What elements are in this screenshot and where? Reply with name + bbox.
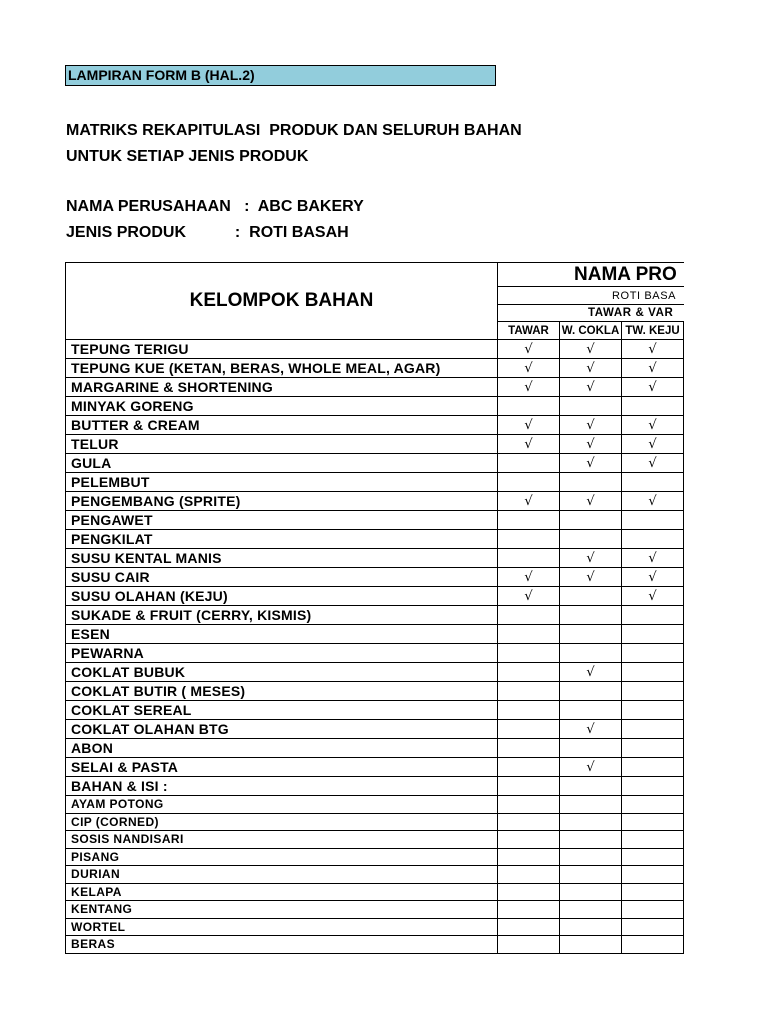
table-row [66, 568, 685, 587]
check-mark-cell: √ [560, 416, 622, 435]
table-row [66, 587, 685, 606]
check-mark-cell: √ [560, 340, 622, 359]
table-row [66, 813, 685, 831]
table-row [66, 682, 685, 701]
table-row [66, 663, 685, 682]
check-mark-cell: √ [560, 435, 622, 454]
check-mark-cell: √ [560, 359, 622, 378]
empty-cell [684, 663, 685, 682]
ingredient-name: SUSU CAIR [66, 568, 498, 587]
ingredient-name: ABON [66, 739, 498, 758]
empty-cell [498, 625, 560, 644]
empty-cell [622, 758, 684, 777]
check-mark-cell: √ [560, 549, 622, 568]
check-mark-cell: √ [560, 378, 622, 397]
ingredient-name: TEPUNG TERIGU [66, 340, 498, 359]
empty-cell [560, 397, 622, 416]
empty-cell [498, 848, 560, 866]
empty-cell [684, 777, 685, 796]
empty-cell [684, 682, 685, 701]
table-row [66, 918, 685, 936]
table-row [66, 416, 685, 435]
check-mark-cell: √ [498, 340, 560, 359]
ingredient-name: PISANG [66, 848, 498, 866]
check-mark-cell: √ [560, 568, 622, 587]
ingredient-name: AYAM POTONG [66, 796, 498, 814]
table-row [66, 883, 685, 901]
empty-cell [560, 682, 622, 701]
table-row [66, 435, 685, 454]
empty-cell [622, 663, 684, 682]
ingredient-name: COKLAT BUTIR ( MESES) [66, 682, 498, 701]
product-line: JENIS PRODUK : ROTI BASAH [66, 224, 349, 241]
table-row [66, 831, 685, 849]
empty-cell [684, 701, 685, 720]
empty-cell [498, 720, 560, 739]
empty-cell [684, 473, 685, 492]
check-mark-cell: √ [622, 549, 684, 568]
empty-cell [684, 936, 685, 954]
ingredient-name: SUSU KENTAL MANIS [66, 549, 498, 568]
title-line-1: MATRIKS REKAPITULASI PRODUK DAN SELURUH BAHAN [66, 122, 522, 139]
check-mark-cell: √ [498, 416, 560, 435]
empty-cell [560, 625, 622, 644]
empty-cell [622, 813, 684, 831]
check-mark-cell: √ [498, 378, 560, 397]
empty-cell [622, 701, 684, 720]
empty-cell [622, 831, 684, 849]
product-variant-header: TAWAR & VAR [498, 305, 685, 322]
check-mark-cell: √ [560, 454, 622, 473]
group-header: KELOMPOK BAHAN [66, 263, 498, 340]
empty-cell [684, 866, 685, 884]
empty-cell [560, 511, 622, 530]
table-row [66, 454, 685, 473]
product-name-header: NAMA PRO [498, 263, 685, 287]
product-type-header: ROTI BASA [498, 287, 685, 305]
empty-cell [684, 454, 685, 473]
table-row [66, 473, 685, 492]
empty-cell [498, 454, 560, 473]
empty-cell [498, 777, 560, 796]
empty-cell [684, 848, 685, 866]
title-line-2: UNTUK SETIAP JENIS PRODUK [66, 148, 309, 165]
empty-cell [498, 936, 560, 954]
empty-cell [622, 473, 684, 492]
empty-cell [684, 606, 685, 625]
empty-cell [498, 644, 560, 663]
empty-cell [684, 530, 685, 549]
ingredient-name: KENTANG [66, 901, 498, 919]
ingredient-name: MARGARINE & SHORTENING [66, 378, 498, 397]
ingredient-name: WORTEL [66, 918, 498, 936]
table-row [66, 644, 685, 663]
empty-cell [560, 530, 622, 549]
empty-cell [498, 530, 560, 549]
empty-cell [498, 511, 560, 530]
empty-cell [684, 416, 685, 435]
ingredient-name: BAHAN & ISI : [66, 777, 498, 796]
table-row [66, 701, 685, 720]
ingredient-name: ESEN [66, 625, 498, 644]
empty-cell [684, 918, 685, 936]
empty-cell [622, 625, 684, 644]
check-mark-cell: √ [622, 454, 684, 473]
column-header-keju: TW. KEJU [622, 322, 684, 340]
empty-cell [622, 936, 684, 954]
ingredient-name: TEPUNG KUE (KETAN, BERAS, WHOLE MEAL, AGAR) [66, 359, 498, 378]
empty-cell [684, 568, 685, 587]
ingredient-name: KELAPA [66, 883, 498, 901]
check-mark-cell: √ [498, 492, 560, 511]
empty-cell [498, 918, 560, 936]
ingredient-name: MINYAK GORENG [66, 397, 498, 416]
empty-cell [622, 606, 684, 625]
ingredient-name: PENGAWET [66, 511, 498, 530]
empty-cell [498, 901, 560, 919]
empty-cell [684, 720, 685, 739]
empty-cell [560, 936, 622, 954]
empty-cell [684, 739, 685, 758]
check-mark-cell: √ [622, 492, 684, 511]
empty-cell [560, 701, 622, 720]
empty-cell [684, 587, 685, 606]
empty-cell [560, 777, 622, 796]
table-row [66, 397, 685, 416]
table-row [66, 848, 685, 866]
empty-cell [622, 918, 684, 936]
empty-cell [684, 831, 685, 849]
table-row [66, 758, 685, 777]
empty-cell [684, 901, 685, 919]
empty-cell [498, 549, 560, 568]
empty-cell [622, 739, 684, 758]
table-row [66, 359, 685, 378]
ingredient-name: PEWARNA [66, 644, 498, 663]
check-mark-cell: √ [622, 435, 684, 454]
check-mark-cell: √ [498, 435, 560, 454]
table-row [66, 511, 685, 530]
table-row [66, 530, 685, 549]
empty-cell [684, 511, 685, 530]
empty-cell [622, 866, 684, 884]
empty-cell [560, 739, 622, 758]
empty-cell [498, 606, 560, 625]
table-row [66, 936, 685, 954]
empty-cell [560, 473, 622, 492]
empty-cell [684, 435, 685, 454]
ingredient-name: PELEMBUT [66, 473, 498, 492]
empty-cell [622, 777, 684, 796]
table-row [66, 625, 685, 644]
table-row [66, 492, 685, 511]
empty-cell [622, 511, 684, 530]
empty-cell [498, 701, 560, 720]
ingredient-name: COKLAT BUBUK [66, 663, 498, 682]
empty-cell [684, 340, 685, 359]
ingredient-matrix-table [65, 262, 684, 954]
ingredient-name: PENGKILAT [66, 530, 498, 549]
company-line: NAMA PERUSAHAAN : ABC BAKERY [66, 198, 364, 215]
table-row [66, 901, 685, 919]
empty-cell [498, 739, 560, 758]
ingredient-name: BUTTER & CREAM [66, 416, 498, 435]
empty-cell [684, 378, 685, 397]
ingredient-name: TELUR [66, 435, 498, 454]
check-mark-cell: √ [498, 568, 560, 587]
ingredient-name: SUKADE & FRUIT (CERRY, KISMIS) [66, 606, 498, 625]
check-mark-cell: √ [622, 378, 684, 397]
table-row [66, 739, 685, 758]
ingredient-name: COKLAT SEREAL [66, 701, 498, 720]
ingredient-name: DURIAN [66, 866, 498, 884]
check-mark-cell: √ [560, 758, 622, 777]
empty-cell [560, 606, 622, 625]
empty-cell [560, 796, 622, 814]
empty-cell [622, 530, 684, 549]
empty-cell [622, 796, 684, 814]
table-row [66, 720, 685, 739]
ingredient-name: GULA [66, 454, 498, 473]
empty-cell [684, 796, 685, 814]
table-row [66, 796, 685, 814]
empty-cell [684, 758, 685, 777]
empty-cell [498, 796, 560, 814]
empty-cell [498, 682, 560, 701]
ingredient-name: PENGEMBANG (SPRITE) [66, 492, 498, 511]
empty-cell [498, 831, 560, 849]
empty-cell [622, 720, 684, 739]
column-header-extra [684, 322, 685, 340]
empty-cell [684, 625, 685, 644]
ingredient-name: SOSIS NANDISARI [66, 831, 498, 849]
ingredient-name: SELAI & PASTA [66, 758, 498, 777]
empty-cell [622, 901, 684, 919]
check-mark-cell: √ [560, 720, 622, 739]
empty-cell [560, 901, 622, 919]
empty-cell [560, 813, 622, 831]
empty-cell [560, 918, 622, 936]
empty-cell [560, 883, 622, 901]
empty-cell [684, 492, 685, 511]
check-mark-cell: √ [622, 359, 684, 378]
empty-cell [498, 758, 560, 777]
check-mark-cell: √ [622, 568, 684, 587]
empty-cell [560, 831, 622, 849]
empty-cell [684, 549, 685, 568]
ingredient-name: SUSU OLAHAN (KEJU) [66, 587, 498, 606]
empty-cell [684, 359, 685, 378]
form-header-label: LAMPIRAN FORM B (HAL.2) [65, 65, 496, 86]
check-mark-cell: √ [560, 663, 622, 682]
check-mark-cell: √ [622, 587, 684, 606]
empty-cell [498, 813, 560, 831]
column-header-coklat: W. COKLA [560, 322, 622, 340]
empty-cell [498, 883, 560, 901]
empty-cell [560, 866, 622, 884]
empty-cell [622, 682, 684, 701]
table-row [66, 340, 685, 359]
empty-cell [560, 587, 622, 606]
column-header-tawar: TAWAR [498, 322, 560, 340]
check-mark-cell: √ [498, 359, 560, 378]
table-row [66, 549, 685, 568]
table-row [66, 866, 685, 884]
ingredient-name: COKLAT OLAHAN BTG [66, 720, 498, 739]
empty-cell [622, 397, 684, 416]
table-row [66, 777, 685, 796]
empty-cell [498, 866, 560, 884]
check-mark-cell: √ [622, 340, 684, 359]
ingredient-name: CIP (CORNED) [66, 813, 498, 831]
table-row [66, 378, 685, 397]
empty-cell [684, 397, 685, 416]
check-mark-cell: √ [622, 416, 684, 435]
table-row [66, 606, 685, 625]
empty-cell [498, 473, 560, 492]
empty-cell [622, 883, 684, 901]
empty-cell [560, 644, 622, 663]
empty-cell [684, 813, 685, 831]
empty-cell [684, 883, 685, 901]
empty-cell [622, 848, 684, 866]
empty-cell [498, 397, 560, 416]
check-mark-cell: √ [498, 587, 560, 606]
empty-cell [622, 644, 684, 663]
check-mark-cell: √ [560, 492, 622, 511]
empty-cell [560, 848, 622, 866]
empty-cell [498, 663, 560, 682]
empty-cell [684, 644, 685, 663]
ingredient-name: BERAS [66, 936, 498, 954]
